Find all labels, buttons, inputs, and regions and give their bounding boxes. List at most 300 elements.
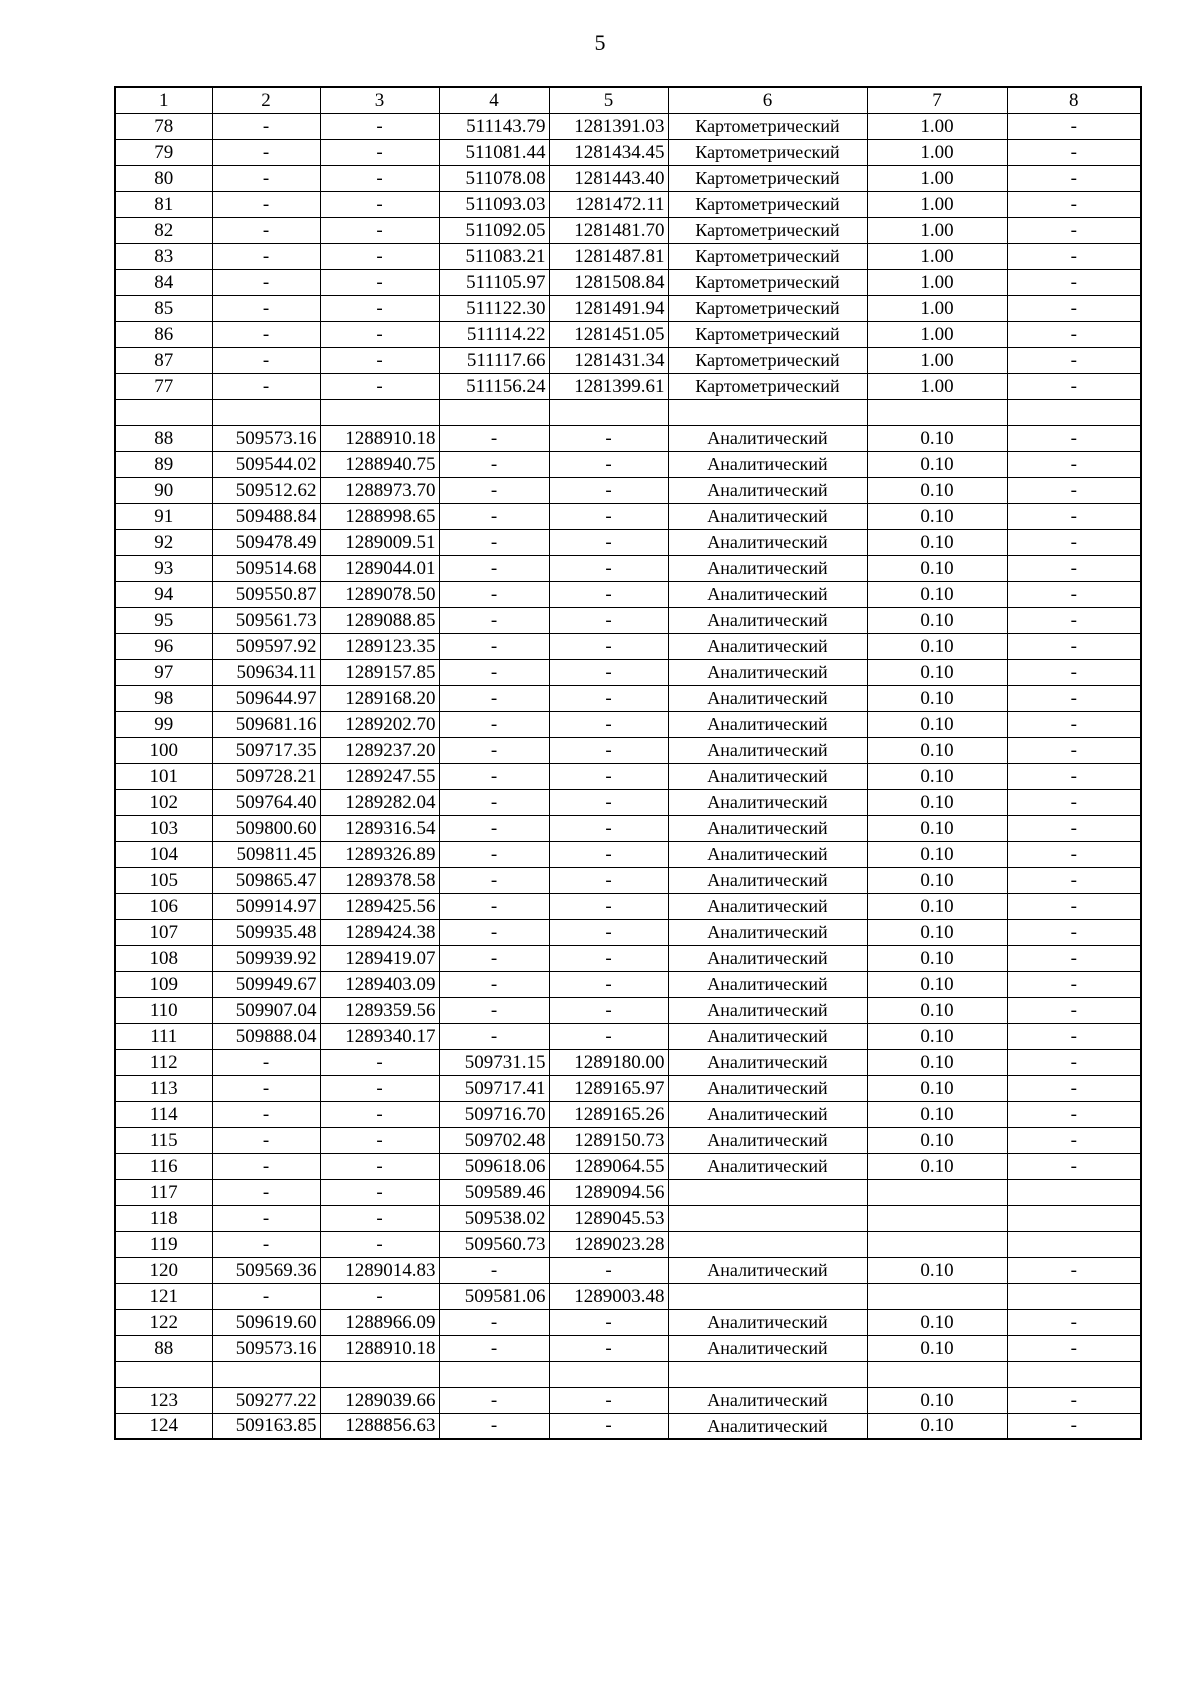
y-coordinate-cell: 1289009.51 [320,529,439,555]
accuracy-cell: 0.10 [867,867,1007,893]
x-coordinate-cell: 509800.60 [212,815,320,841]
y-coordinate-alt-cell: - [549,893,668,919]
x-coordinate-alt-cell: 509716.70 [439,1101,549,1127]
accuracy-cell [867,1361,1007,1387]
y-coordinate-cell: 1289044.01 [320,555,439,581]
x-coordinate-alt-cell: - [439,1309,549,1335]
determination-method-cell: Картометрический [668,217,867,243]
point-number-cell: 116 [115,1153,212,1179]
accuracy-cell: 0.10 [867,529,1007,555]
determination-method-cell: Картометрический [668,165,867,191]
y-coordinate-cell: 1289340.17 [320,1023,439,1049]
y-coordinate-cell: 1288998.65 [320,503,439,529]
x-coordinate-alt-cell: 511122.30 [439,295,549,321]
accuracy-cell: 0.10 [867,971,1007,997]
y-coordinate-alt-cell: - [549,945,668,971]
note-cell: - [1007,269,1141,295]
x-coordinate-alt-cell: - [439,711,549,737]
x-coordinate-cell: - [212,139,320,165]
point-number-cell: 96 [115,633,212,659]
x-coordinate-alt-cell: 511105.97 [439,269,549,295]
x-coordinate-cell: 509907.04 [212,997,320,1023]
x-coordinate-alt-cell: - [439,1387,549,1413]
determination-method-cell: Аналитический [668,1101,867,1127]
y-coordinate-cell: 1289378.58 [320,867,439,893]
accuracy-cell: 1.00 [867,295,1007,321]
y-coordinate-cell: 1289326.89 [320,841,439,867]
note-cell: - [1007,113,1141,139]
x-coordinate-cell: 509478.49 [212,529,320,555]
point-number-cell: 124 [115,1413,212,1439]
x-coordinate-alt-cell: 509589.46 [439,1179,549,1205]
y-coordinate-alt-cell [549,399,668,425]
note-cell: - [1007,737,1141,763]
y-coordinate-alt-cell: - [549,737,668,763]
coordinates-table [114,86,1142,1440]
point-number-cell: 110 [115,997,212,1023]
y-coordinate-alt-cell: - [549,1387,668,1413]
y-coordinate-cell: 1289359.56 [320,997,439,1023]
table-row [115,347,1141,373]
y-coordinate-alt-cell: 1281391.03 [549,113,668,139]
x-coordinate-alt-cell: - [439,451,549,477]
y-coordinate-alt-cell: 1281508.84 [549,269,668,295]
x-coordinate-cell: - [212,113,320,139]
y-coordinate-cell: - [320,295,439,321]
x-coordinate-cell: - [212,217,320,243]
y-coordinate-cell: 1289247.55 [320,763,439,789]
note-cell: - [1007,1257,1141,1283]
y-coordinate-alt-cell: - [549,711,668,737]
note-cell: - [1007,1387,1141,1413]
accuracy-cell: 0.10 [867,633,1007,659]
accuracy-cell: 0.10 [867,1413,1007,1439]
determination-method-cell [668,1231,867,1257]
accuracy-cell: 1.00 [867,321,1007,347]
determination-method-cell: Аналитический [668,1335,867,1361]
determination-method-cell: Аналитический [668,451,867,477]
accuracy-cell [867,399,1007,425]
determination-method-cell: Аналитический [668,659,867,685]
column-header: 6 [668,87,867,113]
x-coordinate-cell: - [212,1205,320,1231]
x-coordinate-alt-cell: - [439,1023,549,1049]
table-row [115,1231,1141,1257]
x-coordinate-alt-cell: - [439,659,549,685]
x-coordinate-alt-cell: - [439,841,549,867]
table-row [115,321,1141,347]
determination-method-cell: Аналитический [668,685,867,711]
note-cell: - [1007,1153,1141,1179]
y-coordinate-cell: 1289078.50 [320,581,439,607]
point-number-cell: 88 [115,1335,212,1361]
note-cell [1007,1283,1141,1309]
note-cell: - [1007,139,1141,165]
x-coordinate-alt-cell: 511093.03 [439,191,549,217]
table-row [115,633,1141,659]
note-cell: - [1007,373,1141,399]
determination-method-cell: Аналитический [668,1153,867,1179]
column-header: 7 [867,87,1007,113]
y-coordinate-alt-cell: 1281443.40 [549,165,668,191]
y-coordinate-cell: - [320,113,439,139]
y-coordinate-alt-cell: - [549,477,668,503]
x-coordinate-alt-cell: - [439,425,549,451]
determination-method-cell: Аналитический [668,867,867,893]
y-coordinate-alt-cell: - [549,529,668,555]
x-coordinate-alt-cell: 509618.06 [439,1153,549,1179]
table-row [115,919,1141,945]
determination-method-cell: Аналитический [668,1257,867,1283]
table-row [115,113,1141,139]
note-cell: - [1007,867,1141,893]
y-coordinate-alt-cell [549,1361,668,1387]
determination-method-cell: Картометрический [668,347,867,373]
note-cell [1007,1231,1141,1257]
y-coordinate-alt-cell: - [549,581,668,607]
y-coordinate-alt-cell: 1281491.94 [549,295,668,321]
x-coordinate-alt-cell: 511117.66 [439,347,549,373]
y-coordinate-alt-cell: 1281399.61 [549,373,668,399]
x-coordinate-cell: 509573.16 [212,425,320,451]
determination-method-cell: Аналитический [668,425,867,451]
y-coordinate-alt-cell: - [549,607,668,633]
y-coordinate-cell: - [320,191,439,217]
table-row [115,1023,1141,1049]
table-row [115,1309,1141,1335]
point-number-cell: 90 [115,477,212,503]
x-coordinate-alt-cell: - [439,1335,549,1361]
point-number-cell: 117 [115,1179,212,1205]
x-coordinate-cell: 509644.97 [212,685,320,711]
point-number-cell [115,1361,212,1387]
x-coordinate-cell: 509597.92 [212,633,320,659]
x-coordinate-cell: 509512.62 [212,477,320,503]
accuracy-cell [867,1179,1007,1205]
note-cell: - [1007,243,1141,269]
point-number-cell [115,399,212,425]
column-header: 5 [549,87,668,113]
table-row [115,529,1141,555]
x-coordinate-alt-cell: - [439,945,549,971]
y-coordinate-cell: - [320,165,439,191]
accuracy-cell: 0.10 [867,893,1007,919]
note-cell: - [1007,1049,1141,1075]
y-coordinate-cell: - [320,1075,439,1101]
table-row [115,269,1141,295]
table-row [115,477,1141,503]
determination-method-cell [668,1361,867,1387]
point-number-cell: 87 [115,347,212,373]
accuracy-cell [867,1231,1007,1257]
note-cell: - [1007,607,1141,633]
x-coordinate-cell: 509163.85 [212,1413,320,1439]
point-number-cell: 92 [115,529,212,555]
x-coordinate-alt-cell: 509731.15 [439,1049,549,1075]
point-number-cell: 91 [115,503,212,529]
y-coordinate-alt-cell: - [549,997,668,1023]
x-coordinate-alt-cell [439,399,549,425]
point-number-cell: 109 [115,971,212,997]
table-row [115,945,1141,971]
x-coordinate-alt-cell: 511156.24 [439,373,549,399]
accuracy-cell [867,1283,1007,1309]
note-cell: - [1007,555,1141,581]
y-coordinate-cell: 1289425.56 [320,893,439,919]
column-header: 4 [439,87,549,113]
note-cell: - [1007,893,1141,919]
y-coordinate-cell: - [320,1127,439,1153]
y-coordinate-alt-cell: - [549,503,668,529]
x-coordinate-cell: 509935.48 [212,919,320,945]
point-number-cell: 103 [115,815,212,841]
x-coordinate-alt-cell: - [439,919,549,945]
x-coordinate-alt-cell: 509717.41 [439,1075,549,1101]
y-coordinate-cell: 1289168.20 [320,685,439,711]
point-number-cell: 86 [115,321,212,347]
x-coordinate-cell: - [212,1049,320,1075]
note-cell: - [1007,529,1141,555]
table-row [115,399,1141,425]
determination-method-cell: Аналитический [668,763,867,789]
table-row [115,1153,1141,1179]
x-coordinate-cell: - [212,269,320,295]
point-number-cell: 119 [115,1231,212,1257]
y-coordinate-alt-cell: - [549,1309,668,1335]
x-coordinate-cell: 509888.04 [212,1023,320,1049]
point-number-cell: 83 [115,243,212,269]
table-row [115,451,1141,477]
y-coordinate-cell: - [320,347,439,373]
note-cell: - [1007,1023,1141,1049]
accuracy-cell: 1.00 [867,113,1007,139]
accuracy-cell: 1.00 [867,165,1007,191]
table-row [115,503,1141,529]
note-cell [1007,399,1141,425]
accuracy-cell: 0.10 [867,815,1007,841]
table-row [115,1413,1141,1439]
point-number-cell: 78 [115,113,212,139]
determination-method-cell: Картометрический [668,139,867,165]
table-row [115,373,1141,399]
point-number-cell: 118 [115,1205,212,1231]
x-coordinate-alt-cell: - [439,503,549,529]
determination-method-cell: Аналитический [668,1413,867,1439]
x-coordinate-alt-cell: - [439,1413,549,1439]
point-number-cell: 106 [115,893,212,919]
y-coordinate-cell: - [320,1153,439,1179]
note-cell [1007,1205,1141,1231]
accuracy-cell: 0.10 [867,607,1007,633]
accuracy-cell: 1.00 [867,373,1007,399]
y-coordinate-alt-cell: 1289045.53 [549,1205,668,1231]
point-number-cell: 94 [115,581,212,607]
point-number-cell: 101 [115,763,212,789]
note-cell [1007,1179,1141,1205]
table-row [115,1075,1141,1101]
determination-method-cell: Картометрический [668,321,867,347]
x-coordinate-cell: - [212,1153,320,1179]
y-coordinate-cell [320,1361,439,1387]
determination-method-cell [668,1179,867,1205]
point-number-cell: 123 [115,1387,212,1413]
determination-method-cell: Аналитический [668,893,867,919]
note-cell: - [1007,165,1141,191]
x-coordinate-cell: - [212,243,320,269]
accuracy-cell: 0.10 [867,1257,1007,1283]
note-cell: - [1007,633,1141,659]
determination-method-cell: Аналитический [668,529,867,555]
x-coordinate-alt-cell: - [439,607,549,633]
table-row [115,685,1141,711]
note-cell: - [1007,997,1141,1023]
accuracy-cell: 0.10 [867,477,1007,503]
accuracy-cell: 0.10 [867,503,1007,529]
point-number-cell: 99 [115,711,212,737]
table-row [115,1335,1141,1361]
note-cell: - [1007,1101,1141,1127]
y-coordinate-alt-cell: - [549,555,668,581]
accuracy-cell: 0.10 [867,581,1007,607]
table-row [115,191,1141,217]
y-coordinate-alt-cell: 1281481.70 [549,217,668,243]
point-number-cell: 79 [115,139,212,165]
table-row [115,165,1141,191]
x-coordinate-cell: 509569.36 [212,1257,320,1283]
column-header: 8 [1007,87,1141,113]
accuracy-cell: 0.10 [867,451,1007,477]
accuracy-cell: 1.00 [867,243,1007,269]
page-number: 5 [594,30,606,55]
x-coordinate-cell: 509811.45 [212,841,320,867]
note-cell: - [1007,347,1141,373]
y-coordinate-alt-cell: - [549,841,668,867]
x-coordinate-alt-cell: 511081.44 [439,139,549,165]
x-coordinate-alt-cell: 509702.48 [439,1127,549,1153]
y-coordinate-cell: 1289419.07 [320,945,439,971]
table-row [115,581,1141,607]
point-number-cell: 82 [115,217,212,243]
table-row [115,971,1141,997]
y-coordinate-alt-cell: 1289180.00 [549,1049,668,1075]
note-cell: - [1007,217,1141,243]
column-header: 1 [115,87,212,113]
determination-method-cell: Картометрический [668,295,867,321]
x-coordinate-alt-cell: - [439,555,549,581]
y-coordinate-cell: - [320,1101,439,1127]
y-coordinate-cell: 1289039.66 [320,1387,439,1413]
note-cell [1007,1361,1141,1387]
x-coordinate-alt-cell: 511114.22 [439,321,549,347]
y-coordinate-cell: - [320,269,439,295]
note-cell: - [1007,841,1141,867]
accuracy-cell: 0.10 [867,1387,1007,1413]
table-row [115,1101,1141,1127]
x-coordinate-cell: 509550.87 [212,581,320,607]
point-number-cell: 102 [115,789,212,815]
accuracy-cell: 0.10 [867,1335,1007,1361]
table-row [115,555,1141,581]
y-coordinate-cell: - [320,1283,439,1309]
determination-method-cell: Аналитический [668,711,867,737]
determination-method-cell: Картометрический [668,113,867,139]
note-cell: - [1007,711,1141,737]
x-coordinate-cell: 509544.02 [212,451,320,477]
x-coordinate-cell: 509728.21 [212,763,320,789]
y-coordinate-cell: - [320,1231,439,1257]
determination-method-cell [668,399,867,425]
note-cell: - [1007,581,1141,607]
table-row [115,815,1141,841]
note-cell: - [1007,685,1141,711]
accuracy-cell: 0.10 [867,711,1007,737]
note-cell: - [1007,1127,1141,1153]
point-number-cell: 121 [115,1283,212,1309]
x-coordinate-alt-cell: - [439,997,549,1023]
note-cell: - [1007,503,1141,529]
x-coordinate-cell: 509277.22 [212,1387,320,1413]
point-number-cell: 120 [115,1257,212,1283]
x-coordinate-alt-cell: - [439,893,549,919]
x-coordinate-alt-cell: 511092.05 [439,217,549,243]
x-coordinate-alt-cell: - [439,633,549,659]
point-number-cell: 89 [115,451,212,477]
x-coordinate-cell: - [212,1101,320,1127]
y-coordinate-cell: - [320,217,439,243]
determination-method-cell: Аналитический [668,607,867,633]
table-row [115,295,1141,321]
point-number-cell: 80 [115,165,212,191]
x-coordinate-cell: - [212,1127,320,1153]
point-number-cell: 111 [115,1023,212,1049]
determination-method-cell [668,1283,867,1309]
table-row [115,763,1141,789]
determination-method-cell: Аналитический [668,945,867,971]
table-row [115,1179,1141,1205]
y-coordinate-cell: 1288940.75 [320,451,439,477]
y-coordinate-cell: - [320,1179,439,1205]
x-coordinate-cell: - [212,347,320,373]
y-coordinate-alt-cell: - [549,451,668,477]
table-row [115,425,1141,451]
x-coordinate-alt-cell: - [439,1257,549,1283]
accuracy-cell: 0.10 [867,685,1007,711]
table-row [115,659,1141,685]
accuracy-cell: 0.10 [867,1075,1007,1101]
point-number-cell: 107 [115,919,212,945]
x-coordinate-cell: 509561.73 [212,607,320,633]
accuracy-cell: 0.10 [867,997,1007,1023]
note-cell: - [1007,945,1141,971]
table-row [115,789,1141,815]
y-coordinate-cell: 1289202.70 [320,711,439,737]
y-coordinate-cell: 1288910.18 [320,425,439,451]
x-coordinate-cell: 509514.68 [212,555,320,581]
note-cell: - [1007,1075,1141,1101]
accuracy-cell: 1.00 [867,191,1007,217]
y-coordinate-alt-cell: 1281431.34 [549,347,668,373]
y-coordinate-alt-cell: - [549,971,668,997]
accuracy-cell: 1.00 [867,347,1007,373]
table-row [115,1257,1141,1283]
determination-method-cell: Картометрический [668,243,867,269]
x-coordinate-cell: - [212,165,320,191]
determination-method-cell: Аналитический [668,477,867,503]
accuracy-cell: 0.10 [867,763,1007,789]
point-number-cell: 105 [115,867,212,893]
determination-method-cell: Аналитический [668,1387,867,1413]
accuracy-cell: 0.10 [867,789,1007,815]
